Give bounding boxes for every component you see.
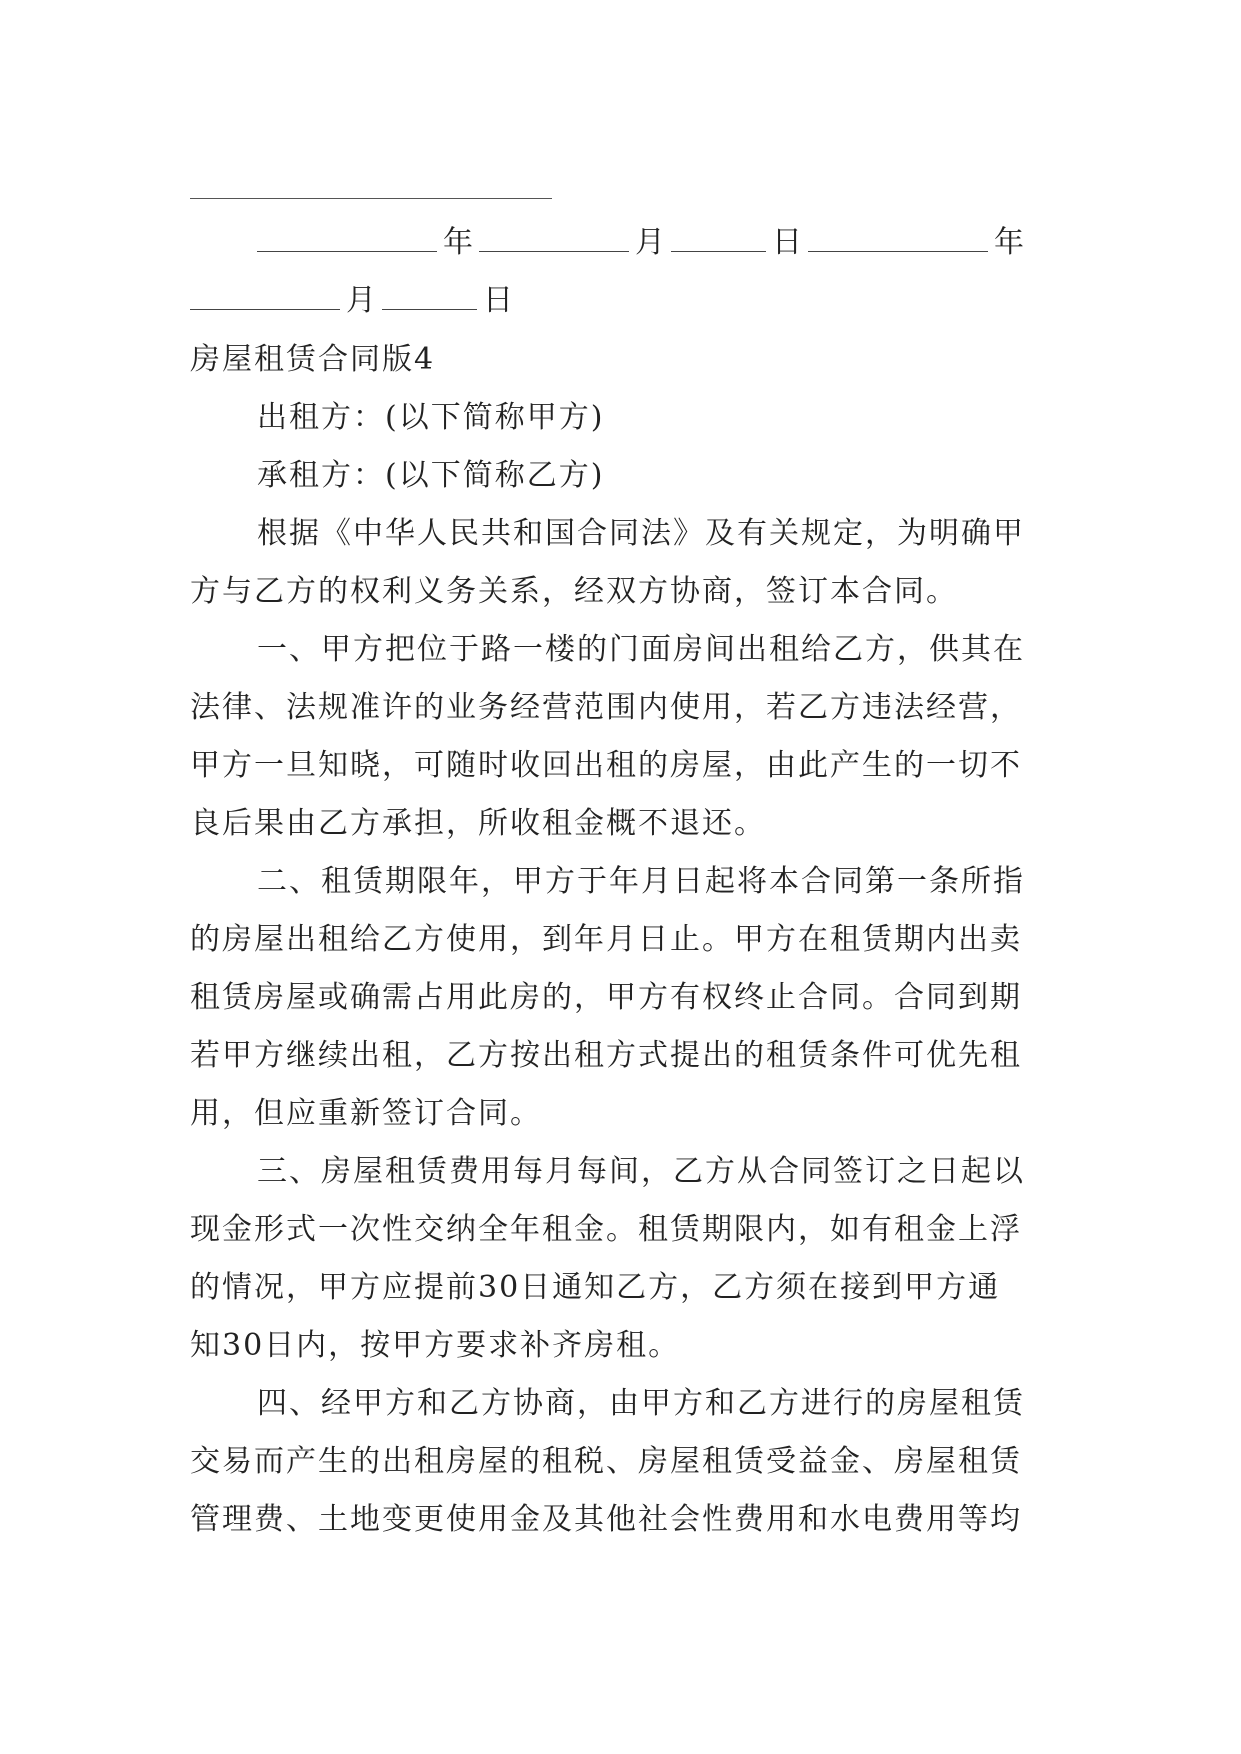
month-label: 月 (346, 283, 376, 318)
year-label: 年 (443, 225, 473, 260)
clause-1-line: 甲方一旦知晓，可随时收回出租的房屋，由此产生的一切不 (190, 748, 1022, 783)
clause-4-line: 交易而产生的出租房屋的租税、房屋租赁受益金、房屋租赁 (190, 1444, 1022, 1479)
lessee-label: 承租方：(以下简称乙方) (257, 458, 605, 493)
year-blank (257, 225, 437, 252)
clause-1-line: 良后果由乙方承担，所收租金概不退还。 (190, 806, 766, 841)
clause-2-line: 用，但应重新签订合同。 (190, 1096, 542, 1131)
clause-3-line: 三、房屋租赁费用每月每间，乙方从合同签订之日起以 (257, 1154, 1025, 1189)
intro-line: 方与乙方的权利义务关系，经双方协商，签订本合同。 (190, 574, 958, 609)
day-label: 日 (772, 225, 802, 260)
date-line-continued (190, 281, 519, 321)
clause-1-line: 法律、法规准许的业务经营范围内使用，若乙方违法经营， (190, 690, 1022, 725)
date-line (257, 223, 1030, 263)
clause-2-line: 二、租赁期限年，甲方于年月日起将本合同第一条所指 (257, 864, 1025, 899)
clause-4-line: 管理费、土地变更使用金及其他社会性费用和水电费用等均 (190, 1502, 1022, 1537)
month-blank (479, 225, 629, 252)
signature-rule (190, 198, 552, 199)
clause-4-line: 四、经甲方和乙方协商，由甲方和乙方进行的房屋租赁 (257, 1386, 1025, 1421)
clause-3-line: 现金形式一次性交纳全年租金。租赁期限内，如有租金上浮 (190, 1212, 1022, 1247)
year-blank (808, 225, 988, 252)
day-blank (382, 283, 477, 310)
clause-2-line: 的房屋出租给乙方使用，到年月日止。甲方在租赁期内出卖 (190, 922, 1022, 957)
month-blank (190, 283, 340, 310)
document-title: 房屋租赁合同版4 (190, 342, 436, 377)
intro-line: 根据《中华人民共和国合同法》及有关规定，为明确甲 (257, 516, 1025, 551)
clause-3-line: 的情况，甲方应提前30日通知乙方，乙方须在接到甲方通 (190, 1270, 1001, 1305)
month-label: 月 (635, 225, 665, 260)
lessor-label: 出租方：(以下简称甲方) (257, 400, 605, 435)
day-blank (671, 225, 766, 252)
clause-1-line: 一、甲方把位于路一楼的门面房间出租给乙方，供其在 (257, 632, 1025, 667)
clause-2-line: 若甲方继续出租，乙方按出租方式提出的租赁条件可优先租 (190, 1038, 1022, 1073)
year-label: 年 (994, 225, 1024, 260)
clause-2-line: 租赁房屋或确需占用此房的，甲方有权终止合同。合同到期 (190, 980, 1022, 1015)
clause-3-line: 知30日内，按甲方要求补齐房租。 (190, 1328, 681, 1363)
day-label: 日 (483, 283, 513, 318)
